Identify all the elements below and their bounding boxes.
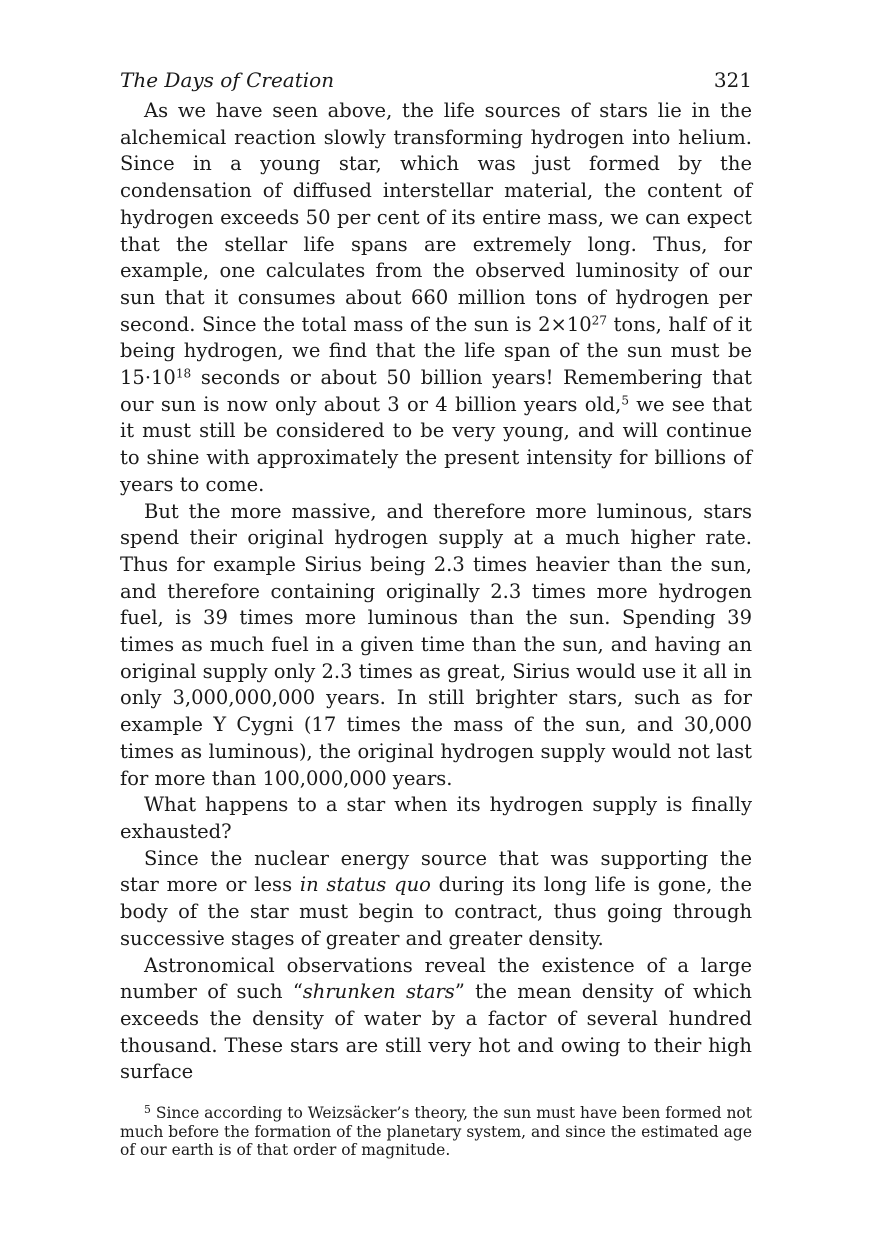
exponent: 27	[591, 312, 608, 327]
chapter-title: The Days of Creation	[120, 68, 335, 92]
footnotes	[120, 1104, 752, 1160]
footnote	[120, 1104, 752, 1160]
body-text	[120, 98, 752, 1086]
paragraph-contraction: Since the nuclear energy source that was supporting the star more or less in status quo during its long life is gone, the body of the star must begin to contract, thus going through successive stages of greater and greater density.	[120, 846, 752, 950]
paragraph-question: What happens to a star when its hydrogen supply is finally exhausted?	[120, 793, 752, 843]
footnote-text: Since according to Weizsäcker’s theory, the sun must have been formed not much before the formation of the planetary system, and since the estimated age of our earth is of that order of magnitude.	[120, 1104, 752, 1160]
running-head	[120, 62, 752, 98]
footnote-reference[interactable]: 5	[621, 393, 630, 408]
book-page	[120, 62, 752, 1160]
paragraph-shrunken-stars: Astronomical observations reveal the existence of a large number of such “shrunken stars” the mean density of which exceeds the density of water by a factor of several hundred thousand. These stars are still very hot and owing to their high surface	[120, 953, 752, 1084]
italic-phrase: shrunken stars	[302, 980, 455, 1004]
footnote-marker: 5	[144, 1103, 151, 1117]
exponent: 18	[175, 366, 192, 381]
paragraph-stellar-lifespan: As we have seen above, the life sources of stars lie in the alchemical reaction slowly transforming hydrogen into helium. Since in a young star, which was just formed by the condensation of diffused interstellar material, the content of hydrogen exceeds 50 per cent of its entire mass, we can expect that the stellar life spans are extremely long. Thus, for example, one calculates from the observed luminosity of our sun that it consumes about 660 million tons of hydrogen per second. Since the total mass of the sun is $2\times 10^{27}$ tons, half of it being hydrogen, we find that the life span of the sun must be $15\cdot 10^{18}$ seconds or about 50 billion years! Remembering that our sun is now only about 3 or 4 billion years old,$^5$ we see that it must still be considered to be very young, and will continue to shine with approximately the present intensity for billions of years to come.	[120, 99, 752, 496]
italic-phrase: in status quo	[299, 873, 431, 897]
paragraph-massive-stars: But the more massive, and therefore more luminous, stars spend their original hydrogen supply at a much higher rate. Thus for example Sirius being 2.3 times heavier than the sun, and therefore containing originally 2.3 times more hydrogen fuel, is 39 times more luminous than the sun. Spending 39 times as much fuel in a given time than the sun, and having an original supply only 2.3 times as great, Sirius would use it all in only 3,000,000,000 years. In still brighter stars, such as for example Y Cygni (17 times the mass of the sun, and 30,000 times as luminous), the original hydrogen supply would not last for more than 100,000,000 years.	[120, 499, 752, 790]
page-number: 321	[713, 68, 752, 92]
